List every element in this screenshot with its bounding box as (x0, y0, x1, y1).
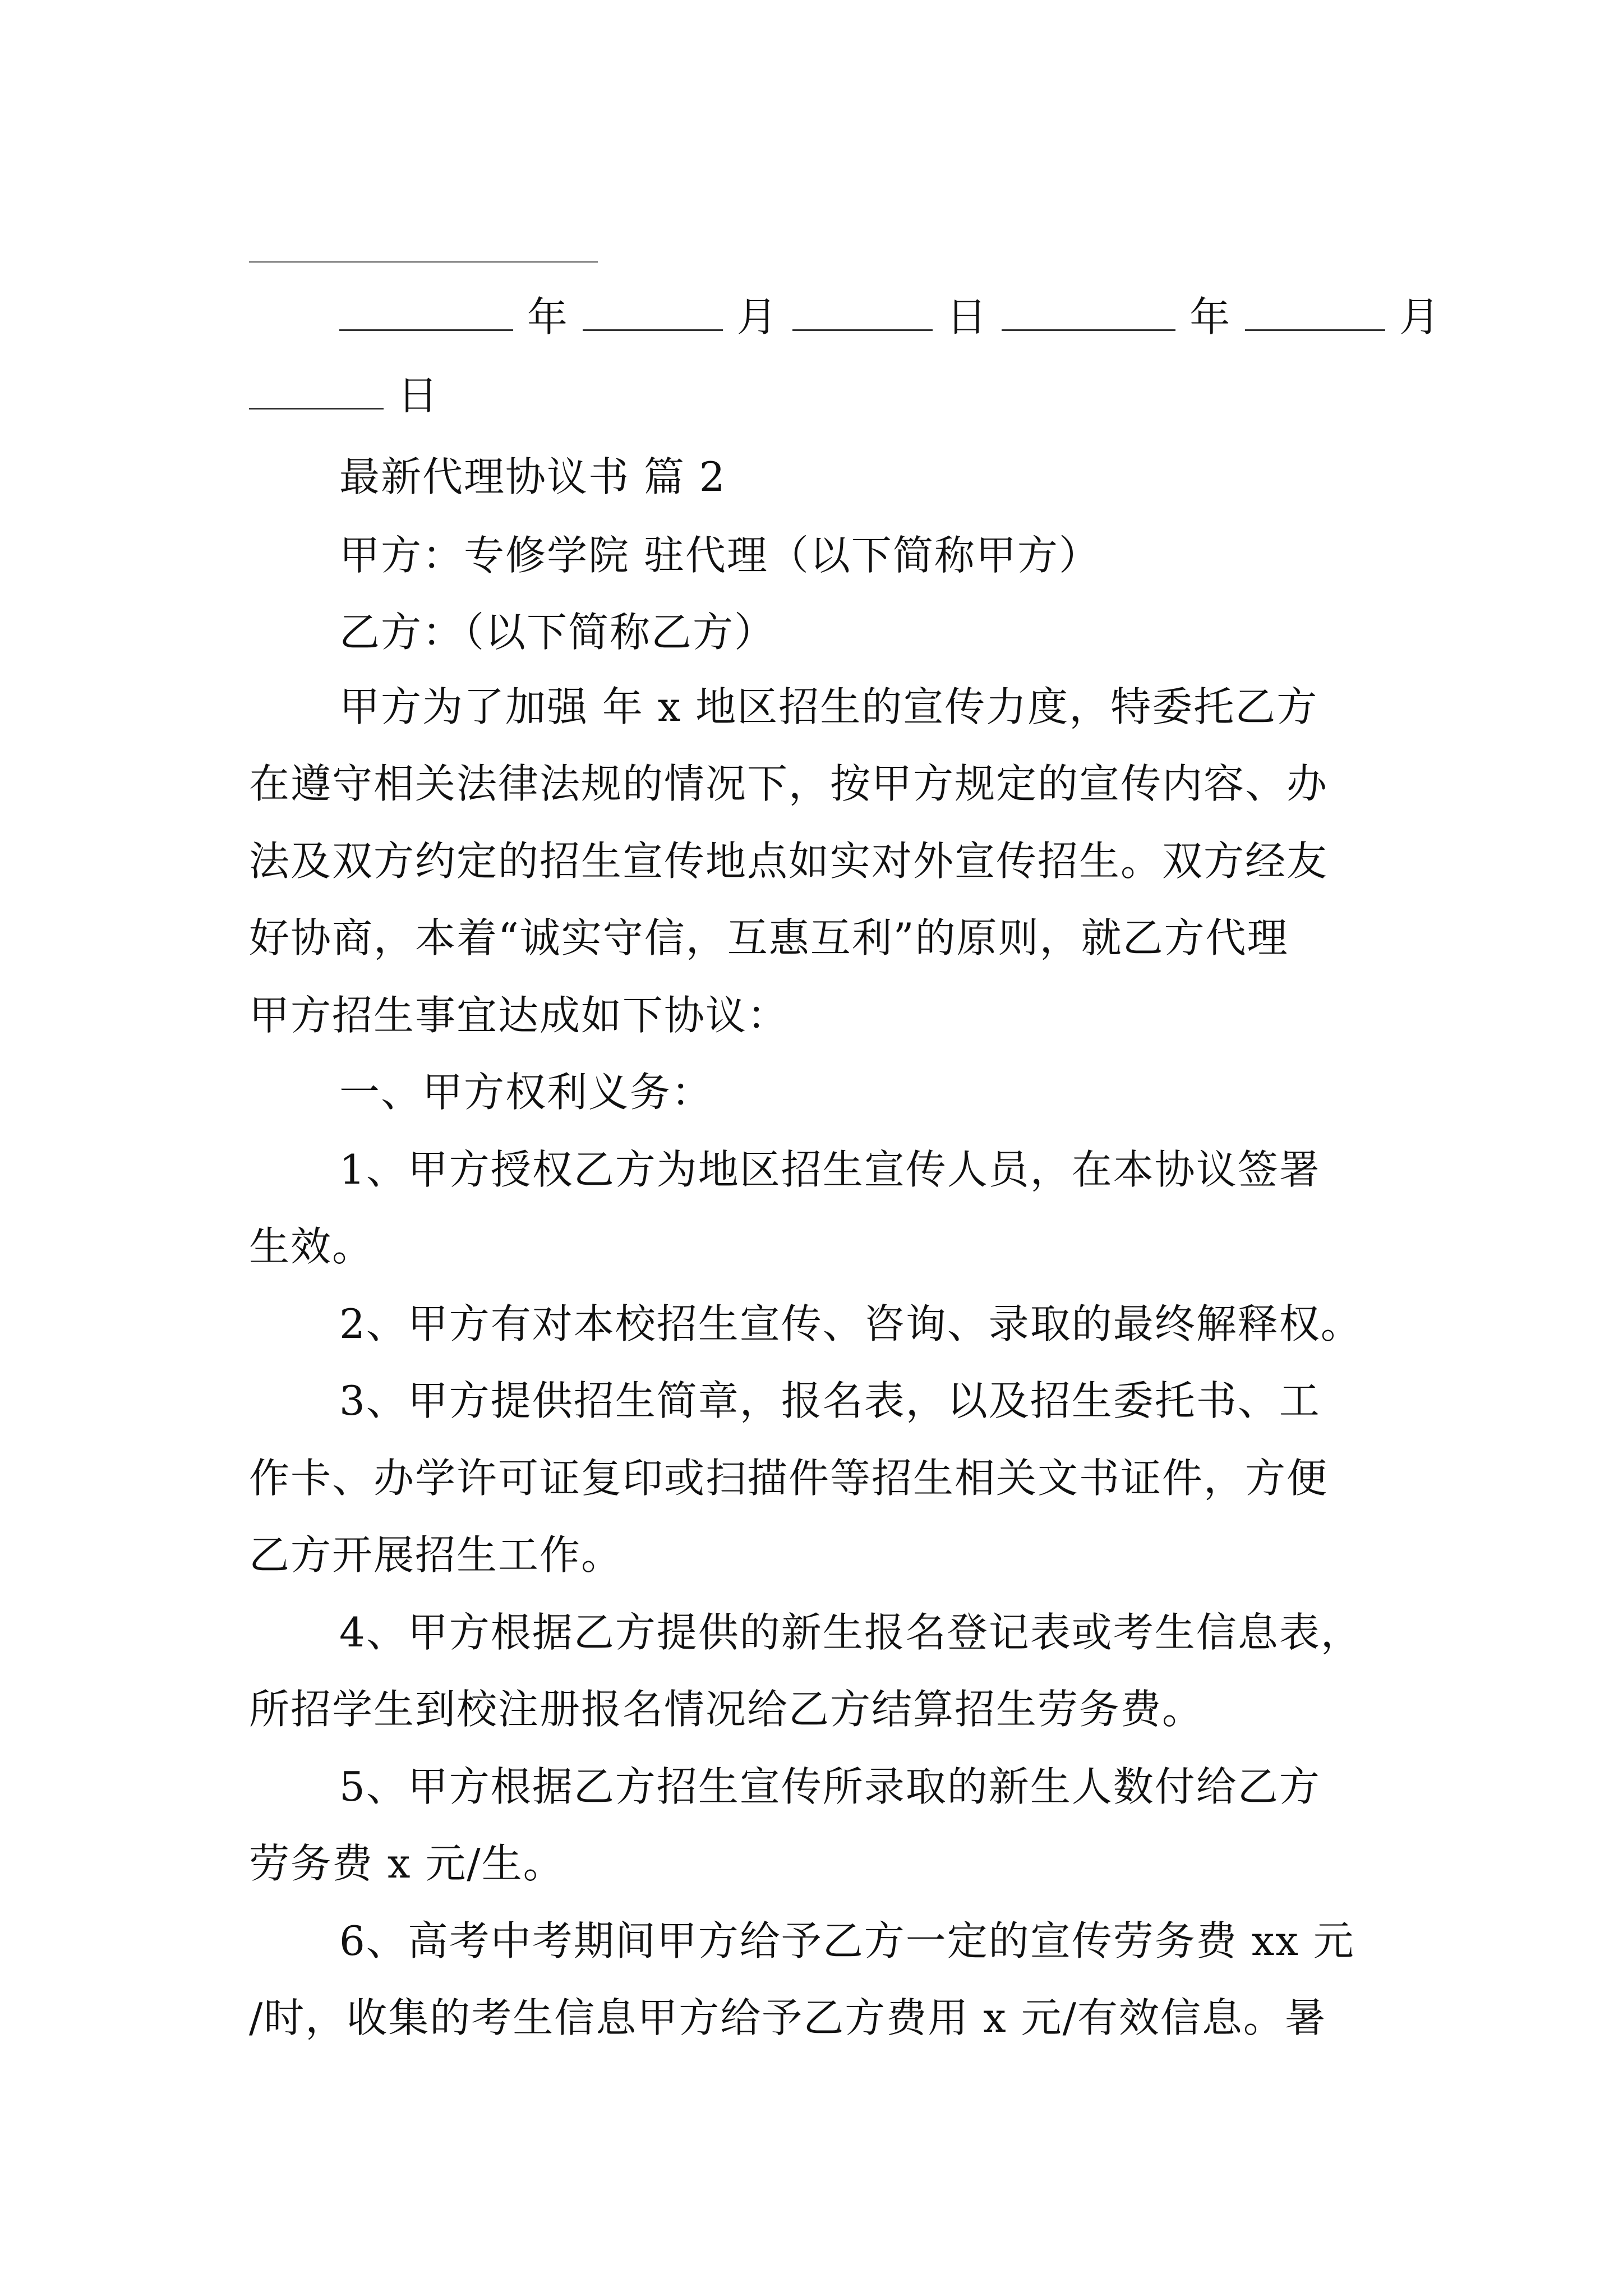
body-line: 乙方开展招生工作。 (249, 1531, 623, 1579)
body-line: 生效。 (249, 1223, 374, 1270)
date-line-2 (249, 370, 1387, 421)
body-line: 好协商，本着“诚实守信，互惠互利”的原则，就乙方代理 (249, 914, 1289, 961)
date-day-label-2: 日 (397, 372, 439, 419)
blank-day-1[interactable] (792, 295, 933, 331)
body-line: 4、甲方根据乙方提供的新生报名登记表或考生信息表， (339, 1609, 1362, 1656)
date-day-label: 日 (946, 293, 988, 341)
body-line: 所招学生到校注册报名情况给乙方结算招生劳务费。 (249, 1686, 1204, 1733)
body-line: 6、高考中考期间甲方给予乙方一定的宣传劳务费 xx 元 (339, 1917, 1355, 1964)
blank-year-1[interactable] (339, 295, 513, 331)
signature-rule (249, 261, 598, 263)
section-title: 最新代理协议书 篇 2 (339, 453, 726, 500)
body-line: 甲方为了加强 年 x 地区招生的宣传力度，特委托乙方 (339, 683, 1318, 730)
date-year-label: 年 (527, 293, 569, 341)
party-a-line: 甲方：专修学院 驻代理（以下简称甲方） (339, 532, 1100, 579)
body-line: 一、甲方权利义务： (339, 1069, 713, 1116)
blank-day-2[interactable] (249, 373, 384, 409)
body-line: 1、甲方授权乙方为地区招生宣传人员，在本协议签署 (339, 1146, 1321, 1193)
body-line: 3、甲方提供招生简章，报名表，以及招生委托书、工 (339, 1377, 1321, 1424)
blank-year-2[interactable] (1002, 295, 1175, 331)
body-line: /时，收集的考生信息甲方给予乙方费用 x 元/有效信息。暑 (249, 1994, 1326, 2041)
body-line: 法及双方约定的招生宣传地点如实对外宣传招生。双方经友 (249, 838, 1329, 885)
body-line: 甲方招生事宜达成如下协议： (249, 992, 789, 1039)
body-line: 作卡、办学许可证复印或扫描件等招生相关文书证件，方便 (249, 1455, 1329, 1502)
blank-month-2[interactable] (1245, 295, 1385, 331)
blank-month-1[interactable] (583, 295, 723, 331)
body-line: 在遵守相关法律法规的情况下，按甲方规定的宣传内容、办 (249, 760, 1329, 807)
body-line: 2、甲方有对本校招生宣传、咨询、录取的最终解释权。 (339, 1300, 1362, 1347)
date-month-label-2: 月 (1399, 293, 1441, 341)
date-month-label: 月 (736, 293, 778, 341)
party-b-line: 乙方：（以下简称乙方） (339, 609, 776, 656)
body-line: 5、甲方根据乙方招生宣传所录取的新生人数付给乙方 (339, 1763, 1321, 1810)
date-year-label-2: 年 (1189, 293, 1232, 341)
date-line-1 (339, 292, 1478, 342)
body-line: 劳务费 x 元/生。 (249, 1840, 565, 1887)
